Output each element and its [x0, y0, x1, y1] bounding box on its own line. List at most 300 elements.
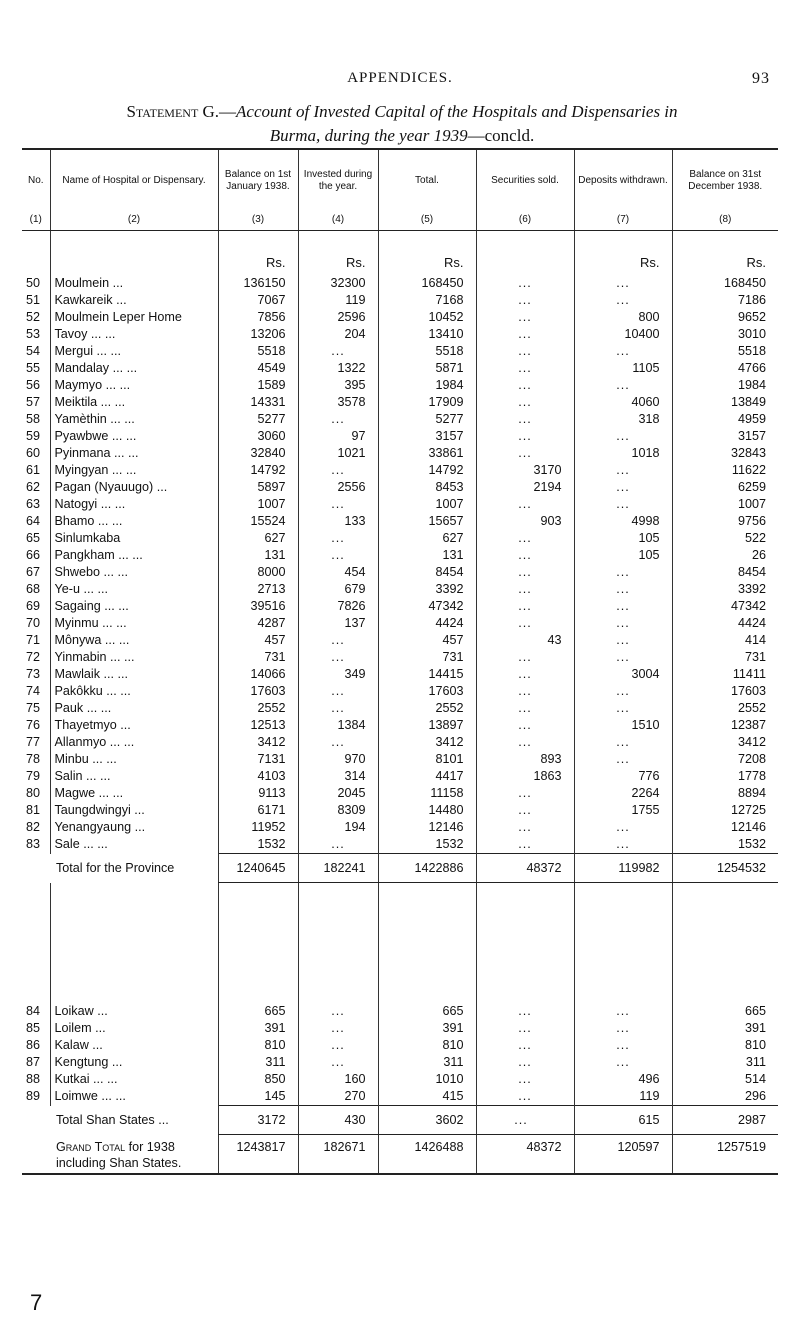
value-cell: 6259 — [672, 479, 778, 496]
value-cell: 296 — [672, 1088, 778, 1106]
hospital-name: Pakôkku ... ... — [50, 683, 218, 700]
hospital-name: Bhamo ... ... — [50, 513, 218, 530]
value-cell: ... — [476, 615, 574, 632]
value-cell: ... — [574, 598, 672, 615]
value-cell: 5277 — [378, 411, 476, 428]
value-cell: 17603 — [218, 683, 298, 700]
value-cell: ... — [298, 530, 378, 547]
table-row — [22, 309, 778, 326]
table-row — [22, 292, 778, 309]
value-cell: 131 — [378, 547, 476, 564]
row-number: 65 — [26, 531, 41, 545]
value-cell: 7856 — [218, 309, 298, 326]
grand-total-value: 48372 — [476, 1135, 574, 1175]
total-value: 119982 — [574, 854, 672, 883]
value-cell: 731 — [378, 649, 476, 666]
value-cell: ... — [574, 1003, 672, 1020]
value-cell: 311 — [218, 1054, 298, 1071]
value-cell: 119 — [574, 1088, 672, 1106]
table-row — [22, 326, 778, 343]
hospital-name: Mônywa ... ... — [50, 632, 218, 649]
table-row — [22, 751, 778, 768]
hospital-name: Kengtung ... — [50, 1054, 218, 1071]
hospital-name: Tavoy ... ... — [50, 326, 218, 343]
total-value: 1240645 — [218, 854, 298, 883]
value-cell: 3412 — [672, 734, 778, 751]
value-cell: ... — [574, 479, 672, 496]
column-number: (7) — [574, 212, 672, 231]
value-cell: 1105 — [574, 360, 672, 377]
table-row — [22, 785, 778, 802]
table-row — [22, 581, 778, 598]
value-cell: 2556 — [298, 479, 378, 496]
value-cell: ... — [298, 700, 378, 717]
value-cell: ... — [298, 734, 378, 751]
value-cell: ... — [574, 615, 672, 632]
value-cell: 1018 — [574, 445, 672, 462]
value-cell: 679 — [298, 581, 378, 598]
hospital-name: Loimwe ... ... — [50, 1088, 218, 1106]
value-cell: ... — [574, 275, 672, 292]
grand-total-line2: including Shan States. — [56, 1155, 182, 1170]
table-row — [22, 275, 778, 292]
value-cell: ... — [476, 734, 574, 751]
value-cell: 1532 — [378, 836, 476, 854]
value-cell: 4549 — [218, 360, 298, 377]
hospital-name: Meiktila ... ... — [50, 394, 218, 411]
title-italic: Account of Invested Capital of the Hospitals and Dispensaries in — [236, 102, 678, 121]
table-row — [22, 1003, 778, 1020]
value-cell: 3004 — [574, 666, 672, 683]
value-cell: ... — [298, 343, 378, 360]
value-cell: ... — [476, 530, 574, 547]
value-cell: 47342 — [672, 598, 778, 615]
row-number: 82 — [26, 820, 41, 834]
capital-table — [22, 148, 778, 1175]
value-cell: ... — [476, 785, 574, 802]
grand-total-rest: for 1938 — [128, 1139, 175, 1154]
column-header: Invested during the year. — [298, 149, 378, 212]
value-cell: 13410 — [378, 326, 476, 343]
value-cell: 8309 — [298, 802, 378, 819]
value-cell: 14415 — [378, 666, 476, 683]
value-cell: 810 — [218, 1037, 298, 1054]
value-cell: 5518 — [218, 343, 298, 360]
hospital-name: Natogyi ... ... — [50, 496, 218, 513]
value-cell: 3170 — [476, 462, 574, 479]
value-cell: 1589 — [218, 377, 298, 394]
hospital-name: Kalaw ... — [50, 1037, 218, 1054]
grand-total-value: 1426488 — [378, 1135, 476, 1175]
row-number: 84 — [26, 1004, 41, 1018]
value-cell: ... — [574, 734, 672, 751]
spacer-row — [22, 883, 778, 1004]
hospital-name: Loilem ... — [50, 1020, 218, 1037]
value-cell: 119 — [298, 292, 378, 309]
value-cell: 13897 — [378, 717, 476, 734]
value-cell: 1007 — [378, 496, 476, 513]
value-cell: 47342 — [378, 598, 476, 615]
title-dash: — — [219, 102, 237, 121]
value-cell: ... — [298, 1020, 378, 1037]
spacer-cell — [50, 883, 218, 1004]
value-cell: 496 — [574, 1071, 672, 1088]
value-cell: 9652 — [672, 309, 778, 326]
value-cell: 800 — [574, 309, 672, 326]
value-cell: ... — [476, 564, 574, 581]
value-cell: 17909 — [378, 394, 476, 411]
table-row — [22, 598, 778, 615]
value-cell: ... — [574, 649, 672, 666]
value-cell: 6171 — [218, 802, 298, 819]
table-row — [22, 802, 778, 819]
value-cell: 311 — [378, 1054, 476, 1071]
value-cell: ... — [476, 496, 574, 513]
table-row — [22, 496, 778, 513]
table-row — [22, 717, 778, 734]
table-row — [22, 360, 778, 377]
row-number: 75 — [26, 701, 41, 715]
value-cell: 14792 — [218, 462, 298, 479]
value-cell: 3392 — [378, 581, 476, 598]
grand-total-value: 182671 — [298, 1135, 378, 1175]
currency-cell: Rs. — [298, 231, 378, 276]
hospital-name: Kawkareik ... — [50, 292, 218, 309]
hospital-name: Salin ... ... — [50, 768, 218, 785]
row-number: 71 — [26, 633, 41, 647]
value-cell: ... — [298, 547, 378, 564]
total-value: ... — [476, 1106, 574, 1135]
row-number: 74 — [26, 684, 41, 698]
hospital-name: Kutkai ... ... — [50, 1071, 218, 1088]
value-cell: 2552 — [378, 700, 476, 717]
value-cell: ... — [574, 683, 672, 700]
hospital-name: Allanmyo ... ... — [50, 734, 218, 751]
value-cell: 131 — [218, 547, 298, 564]
value-cell: 4417 — [378, 768, 476, 785]
value-cell: 3060 — [218, 428, 298, 445]
value-cell: 665 — [218, 1003, 298, 1020]
value-cell: 893 — [476, 751, 574, 768]
row-number: 67 — [26, 565, 41, 579]
value-cell: ... — [574, 836, 672, 854]
value-cell: 391 — [218, 1020, 298, 1037]
value-cell: 4103 — [218, 768, 298, 785]
value-cell: ... — [476, 428, 574, 445]
column-header: Balance on 31st December 1938. — [672, 149, 778, 212]
value-cell: 194 — [298, 819, 378, 836]
spacer-cell — [218, 883, 298, 1004]
hospital-name: Moulmein Leper Home — [50, 309, 218, 326]
column-header: Name of Hospital or Dispensary. — [50, 149, 218, 212]
value-cell: ... — [298, 1037, 378, 1054]
table-row — [22, 479, 778, 496]
column-header: Total. — [378, 149, 476, 212]
spacer-cell — [672, 883, 778, 1004]
value-cell: 314 — [298, 768, 378, 785]
total-value: 2987 — [672, 1106, 778, 1135]
value-cell: ... — [298, 1054, 378, 1071]
table-row — [22, 445, 778, 462]
value-cell: ... — [298, 836, 378, 854]
value-cell: ... — [476, 445, 574, 462]
spacer-cell — [298, 883, 378, 1004]
row-number: 87 — [26, 1055, 41, 1069]
value-cell: 665 — [378, 1003, 476, 1020]
value-cell: ... — [574, 292, 672, 309]
row-number: 89 — [26, 1089, 41, 1104]
row-number: 59 — [26, 429, 41, 443]
column-header: Deposits withdrawn. — [574, 149, 672, 212]
value-cell: 12387 — [672, 717, 778, 734]
table-row — [22, 615, 778, 632]
value-cell: ... — [574, 496, 672, 513]
value-cell: ... — [476, 275, 574, 292]
total-value: 1254532 — [672, 854, 778, 883]
table-row — [22, 1037, 778, 1054]
row-number: 55 — [26, 361, 41, 375]
value-cell: 15657 — [378, 513, 476, 530]
row-number: 79 — [26, 769, 41, 783]
value-cell: 10400 — [574, 326, 672, 343]
value-cell: 145 — [218, 1088, 298, 1106]
currency-cell: Rs. — [378, 231, 476, 276]
value-cell: 4998 — [574, 513, 672, 530]
grand-total-row — [22, 1135, 778, 1175]
value-cell: 7186 — [672, 292, 778, 309]
value-cell: ... — [476, 1071, 574, 1088]
hospital-name: Ye-u ... ... — [50, 581, 218, 598]
hospital-name: Myingyan ... ... — [50, 462, 218, 479]
value-cell: ... — [298, 632, 378, 649]
value-cell: 4287 — [218, 615, 298, 632]
hospital-name: Thayetmyo ... — [50, 717, 218, 734]
table-row — [22, 649, 778, 666]
value-cell: 7067 — [218, 292, 298, 309]
value-cell: 14066 — [218, 666, 298, 683]
value-cell: 903 — [476, 513, 574, 530]
value-cell: ... — [298, 496, 378, 513]
value-cell: 10452 — [378, 309, 476, 326]
value-cell: 1322 — [298, 360, 378, 377]
value-cell: 270 — [298, 1088, 378, 1106]
value-cell: 12146 — [378, 819, 476, 836]
value-cell: ... — [476, 1020, 574, 1037]
row-number: 58 — [26, 412, 41, 426]
column-number: (5) — [378, 212, 476, 231]
currency-cell — [476, 231, 574, 276]
value-cell: 1755 — [574, 802, 672, 819]
hospital-name: Yamèthin ... ... — [50, 411, 218, 428]
value-cell: ... — [476, 1037, 574, 1054]
value-cell: 11411 — [672, 666, 778, 683]
row-number: 50 — [26, 276, 41, 290]
value-cell: 1984 — [672, 377, 778, 394]
value-cell: 168450 — [378, 275, 476, 292]
province-total-row — [22, 854, 778, 883]
value-cell: 1021 — [298, 445, 378, 462]
title-burma: Burma, — [269, 126, 321, 145]
grand-total-sc: Grand Total — [56, 1139, 126, 1154]
value-cell: 15524 — [218, 513, 298, 530]
column-header: No. — [27, 175, 44, 186]
total-value: 182241 — [298, 854, 378, 883]
value-cell: 454 — [298, 564, 378, 581]
value-cell: ... — [298, 411, 378, 428]
value-cell: 32843 — [672, 445, 778, 462]
table-row — [22, 462, 778, 479]
value-cell: 1532 — [218, 836, 298, 854]
row-number: 52 — [26, 310, 41, 324]
value-cell: 97 — [298, 428, 378, 445]
row-number: 61 — [26, 463, 41, 477]
value-cell: ... — [574, 428, 672, 445]
grand-total-label — [22, 1135, 218, 1175]
value-cell: 3412 — [378, 734, 476, 751]
grand-total-value: 1243817 — [218, 1135, 298, 1175]
value-cell: 12725 — [672, 802, 778, 819]
value-cell: 8454 — [672, 564, 778, 581]
hospital-name: Pauk ... ... — [50, 700, 218, 717]
value-cell: 415 — [378, 1088, 476, 1106]
value-cell: 810 — [672, 1037, 778, 1054]
currency-cell: Rs. — [672, 231, 778, 276]
value-cell: 39516 — [218, 598, 298, 615]
row-number: 57 — [26, 395, 41, 409]
value-cell: 1532 — [672, 836, 778, 854]
table-row — [22, 1020, 778, 1037]
row-number: 56 — [26, 378, 41, 392]
value-cell: 311 — [672, 1054, 778, 1071]
column-number: (3) — [218, 212, 298, 231]
table-row — [22, 377, 778, 394]
value-cell: 2194 — [476, 479, 574, 496]
value-cell: 3412 — [218, 734, 298, 751]
total-value: 3602 — [378, 1106, 476, 1135]
value-cell: 2596 — [298, 309, 378, 326]
row-number: 53 — [26, 327, 41, 341]
value-cell: 731 — [672, 649, 778, 666]
total-value: 1422886 — [378, 854, 476, 883]
row-number: 85 — [26, 1021, 41, 1035]
column-number: (8) — [672, 212, 778, 231]
value-cell: 8454 — [378, 564, 476, 581]
value-cell: 2264 — [574, 785, 672, 802]
row-number: 64 — [26, 514, 41, 528]
value-cell: ... — [574, 1037, 672, 1054]
hospital-name: Sagaing ... ... — [50, 598, 218, 615]
total-value: 430 — [298, 1106, 378, 1135]
value-cell: ... — [476, 326, 574, 343]
value-cell: 7208 — [672, 751, 778, 768]
value-cell: 318 — [574, 411, 672, 428]
value-cell: 9756 — [672, 513, 778, 530]
value-cell: 14792 — [378, 462, 476, 479]
value-cell: 4060 — [574, 394, 672, 411]
hospital-name: Yinmabin ... ... — [50, 649, 218, 666]
value-cell: ... — [298, 462, 378, 479]
row-number: 70 — [26, 616, 41, 630]
row-number: 68 — [26, 582, 41, 596]
value-cell: 627 — [218, 530, 298, 547]
spacer-cell — [476, 883, 574, 1004]
row-number: 76 — [26, 718, 41, 732]
table-row — [22, 768, 778, 785]
value-cell: ... — [476, 649, 574, 666]
value-cell: ... — [476, 1003, 574, 1020]
row-number: 80 — [26, 786, 41, 800]
hospital-name: Pangkham ... ... — [50, 547, 218, 564]
column-number: (4) — [298, 212, 378, 231]
value-cell: 3157 — [672, 428, 778, 445]
value-cell: ... — [574, 1054, 672, 1071]
table-row — [22, 836, 778, 854]
total-value: 3172 — [218, 1106, 298, 1135]
hospital-name: Mandalay ... ... — [50, 360, 218, 377]
value-cell: 11622 — [672, 462, 778, 479]
table-row — [22, 683, 778, 700]
table-row — [22, 819, 778, 836]
value-cell: 105 — [574, 530, 672, 547]
value-cell: 105 — [574, 547, 672, 564]
spacer-cell — [22, 883, 50, 1004]
hospital-name: Mawlaik ... ... — [50, 666, 218, 683]
row-number: 88 — [26, 1072, 41, 1086]
hospital-name: Minbu ... ... — [50, 751, 218, 768]
currency-cell — [50, 231, 218, 276]
value-cell: 850 — [218, 1071, 298, 1088]
value-cell: 391 — [378, 1020, 476, 1037]
row-number: 83 — [26, 837, 41, 852]
hospital-name: Pyawbwe ... ... — [50, 428, 218, 445]
row-number: 73 — [26, 667, 41, 681]
table-row — [22, 394, 778, 411]
value-cell: ... — [476, 343, 574, 360]
table-row — [22, 734, 778, 751]
value-cell: 5277 — [218, 411, 298, 428]
value-cell: 5897 — [218, 479, 298, 496]
value-cell: 4424 — [378, 615, 476, 632]
grand-total-value: 120597 — [574, 1135, 672, 1175]
table-row — [22, 1071, 778, 1088]
value-cell: 33861 — [378, 445, 476, 462]
value-cell: 8101 — [378, 751, 476, 768]
value-cell: ... — [298, 649, 378, 666]
value-cell: ... — [476, 683, 574, 700]
value-cell: ... — [574, 564, 672, 581]
footer-mark: 7 — [30, 1290, 43, 1315]
row-number: 78 — [26, 752, 41, 766]
value-cell: 8894 — [672, 785, 778, 802]
row-number: 54 — [26, 344, 41, 358]
grand-total-value: 1257519 — [672, 1135, 778, 1175]
page-number: 93 — [752, 70, 770, 87]
table-row — [22, 666, 778, 683]
hospital-name: Pagan (Nyauugo) ... — [50, 479, 218, 496]
value-cell: ... — [476, 1054, 574, 1071]
value-cell: 14480 — [378, 802, 476, 819]
value-cell: 9113 — [218, 785, 298, 802]
value-cell: 7131 — [218, 751, 298, 768]
value-cell: 1010 — [378, 1071, 476, 1088]
row-number: 63 — [26, 497, 41, 511]
value-cell: 2045 — [298, 785, 378, 802]
value-cell: 133 — [298, 513, 378, 530]
value-cell: 970 — [298, 751, 378, 768]
hospital-name: Taungdwingyi ... — [50, 802, 218, 819]
table-row — [22, 547, 778, 564]
value-cell: ... — [476, 581, 574, 598]
